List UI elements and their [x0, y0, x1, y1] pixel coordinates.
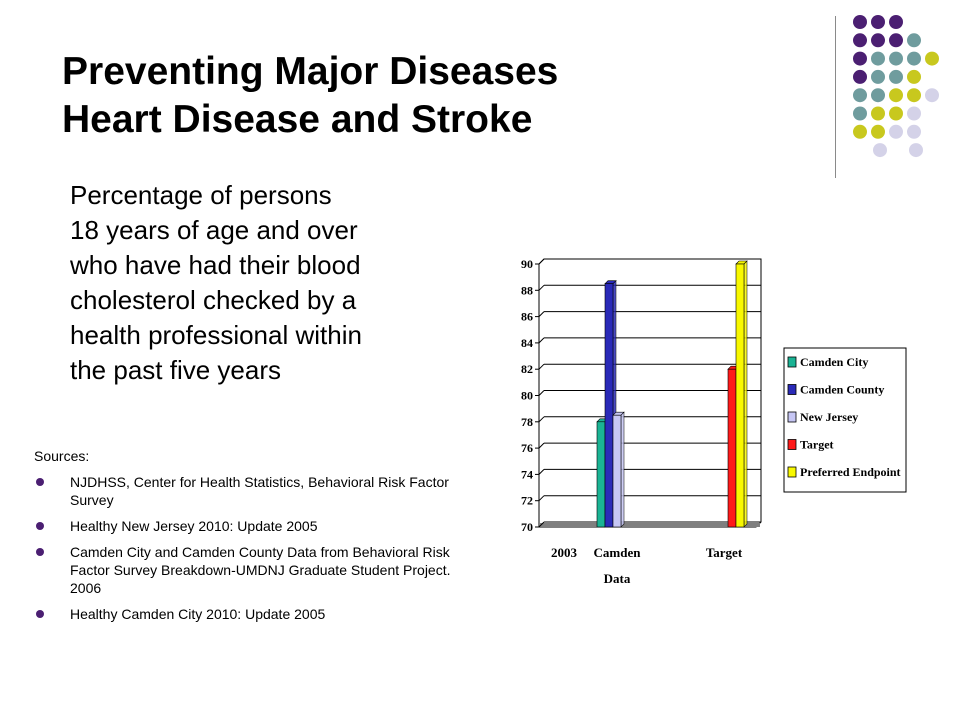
decorative-dot: [871, 52, 885, 66]
source-item: [34, 517, 474, 535]
decorative-dot: [853, 70, 867, 84]
bar-side: [744, 261, 747, 527]
legend-item: [788, 438, 834, 452]
legend-item: [788, 465, 901, 479]
y-tick-label: 90: [521, 257, 533, 271]
bar-front: [728, 369, 736, 527]
x-tick-label: Camden: [593, 545, 641, 560]
legend-swatch: [788, 467, 796, 477]
decorative-dot: [907, 52, 921, 66]
description-line: the past five years: [70, 355, 281, 385]
decorative-dot: [889, 33, 903, 47]
decorative-dot: [853, 107, 867, 121]
decorative-dot: [871, 15, 885, 29]
y-tick-label: 80: [521, 388, 533, 403]
source-text: Healthy Camden City 2010: Update 2005: [70, 606, 326, 622]
y-tick-label: 84: [521, 335, 533, 350]
decorative-dot: [889, 52, 903, 66]
y-axis-ticks: [521, 257, 539, 534]
description-line: health professional within: [70, 320, 362, 350]
source-text: Camden City and Camden County Data from Behavioral Risk Factor Survey Breakdown-UMDNJ Graduate Student Project. 2006: [70, 544, 451, 596]
bar-chart: [490, 250, 920, 595]
decorative-dot: [909, 143, 923, 157]
bullet-icon: [36, 522, 44, 530]
decorative-dot: [925, 52, 939, 66]
description-line: Percentage of persons: [70, 180, 332, 210]
legend-label: Target: [800, 437, 834, 452]
decorative-dot: [925, 88, 939, 102]
bar-side: [621, 412, 624, 527]
x-tick-label: Target: [705, 545, 743, 560]
decorative-dot: [871, 70, 885, 84]
sources-heading: Sources:: [34, 448, 90, 464]
decorative-dot: [907, 33, 921, 47]
bullet-icon: [36, 478, 44, 486]
title-line-2: Heart Disease and Stroke: [62, 98, 533, 141]
decorative-divider: [835, 16, 836, 178]
source-item: [34, 473, 474, 509]
decorative-dot: [873, 143, 887, 157]
legend-item: [788, 355, 868, 369]
sources-section: [34, 447, 474, 631]
decorative-dot: [889, 70, 903, 84]
decorative-dot: [889, 88, 903, 102]
x-axis-labels: [551, 545, 743, 586]
y-tick-label: 70: [521, 520, 533, 534]
sources-list: [34, 473, 474, 623]
legend-label: Camden County: [800, 382, 885, 397]
decorative-dot: [871, 33, 885, 47]
description-line: who have had their blood: [70, 250, 361, 280]
decorative-dot: [853, 52, 867, 66]
description-line: cholesterol checked by a: [70, 285, 357, 315]
y-tick-label: 82: [521, 362, 533, 377]
bar-new-jersey: [613, 412, 624, 527]
legend-label: Preferred Endpoint: [800, 465, 901, 479]
x-tick-label: 2003: [551, 545, 577, 560]
decorative-dot: [871, 125, 885, 139]
title-line-1: Preventing Major Diseases: [62, 50, 559, 93]
y-tick-label: 78: [521, 414, 533, 429]
decorative-dot: [853, 88, 867, 102]
y-tick-label: 76: [521, 441, 533, 456]
chart-legend: [784, 348, 906, 492]
decorative-dot: [889, 125, 903, 139]
bar-front: [605, 284, 613, 527]
dot-grid: [853, 15, 939, 157]
decorative-dot: [907, 125, 921, 139]
decorative-dot: [907, 88, 921, 102]
y-tick-label: 72: [521, 493, 533, 508]
decorative-dot: [853, 15, 867, 29]
decorative-dot: [853, 33, 867, 47]
legend-item: [788, 383, 884, 397]
description-line: 18 years of age and over: [70, 215, 358, 245]
decorative-dot: [907, 107, 921, 121]
bar-front: [736, 264, 744, 527]
y-tick-label: 74: [521, 467, 533, 482]
x-axis-title: Data: [603, 571, 631, 586]
plot-floor: [540, 523, 760, 527]
bar-front: [597, 422, 605, 527]
decorative-dot: [853, 125, 867, 139]
y-tick-label: 88: [521, 283, 533, 298]
bar-preferred-endpoint: [736, 261, 747, 527]
page-title: [62, 48, 558, 144]
decorative-dot: [889, 15, 903, 29]
source-item: [34, 605, 474, 623]
legend-label: Camden City: [800, 355, 869, 369]
source-item: [34, 543, 474, 597]
decorative-dot: [871, 107, 885, 121]
legend-swatch: [788, 412, 796, 422]
legend-swatch: [788, 357, 796, 367]
decorative-dot: [907, 70, 921, 84]
y-tick-label: 86: [521, 309, 533, 324]
legend-swatch: [788, 440, 796, 450]
bullet-icon: [36, 610, 44, 618]
decorative-dot: [871, 88, 885, 102]
chart-description: [70, 178, 470, 388]
bullet-icon: [36, 548, 44, 556]
source-text: Healthy New Jersey 2010: Update 2005: [70, 518, 318, 534]
decorative-dot: [889, 107, 903, 121]
source-text: NJDHSS, Center for Health Statistics, Behavioral Risk Factor Survey: [70, 474, 449, 508]
bar-front: [613, 415, 621, 527]
legend-swatch: [788, 385, 796, 395]
legend-label: New Jersey: [800, 410, 859, 424]
